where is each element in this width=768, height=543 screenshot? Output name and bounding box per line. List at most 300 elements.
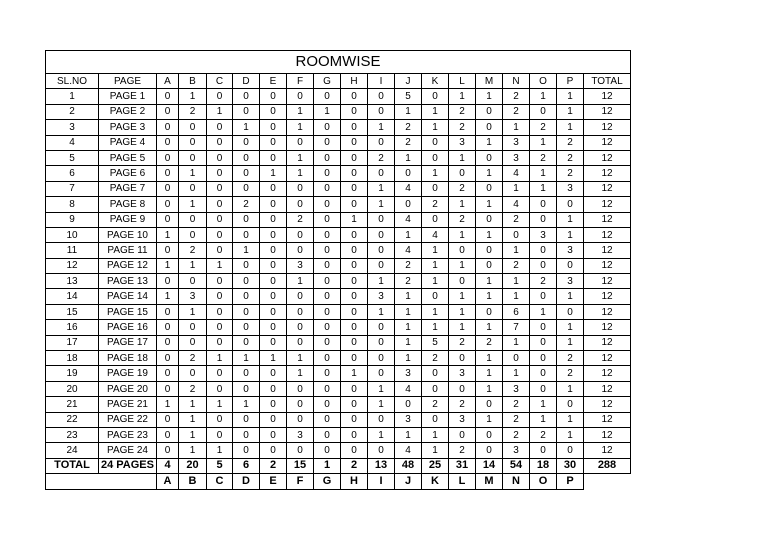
table-row <box>46 197 631 212</box>
table-cell: 1 <box>157 289 179 304</box>
table-cell: 12 <box>46 258 99 273</box>
footer-letter-cell: L <box>449 474 476 489</box>
table-cell: 12 <box>584 412 631 427</box>
table-cell: 0 <box>260 212 287 227</box>
table-cell: 1 <box>422 320 449 335</box>
table-title: ROOMWISE <box>46 51 631 74</box>
table-row <box>46 243 631 258</box>
table-cell: 0 <box>233 212 260 227</box>
table-cell: 1 <box>179 304 207 319</box>
table-cell: 1 <box>179 443 207 458</box>
table-cell: 0 <box>260 304 287 319</box>
table-cell: 4 <box>46 135 99 150</box>
table-cell: 1 <box>287 366 314 381</box>
table-cell: 1 <box>422 304 449 319</box>
table-cell: 0 <box>530 243 557 258</box>
table-cell: 0 <box>157 381 179 396</box>
table-cell: 0 <box>314 443 341 458</box>
table-cell: 0 <box>530 366 557 381</box>
table-cell: 12 <box>584 89 631 104</box>
table-cell: 0 <box>233 150 260 165</box>
column-header: I <box>368 74 395 89</box>
table-cell: 2 <box>530 150 557 165</box>
table-cell: 0 <box>207 243 233 258</box>
column-header: L <box>449 74 476 89</box>
table-cell: 1 <box>260 351 287 366</box>
table-cell: 1 <box>368 120 395 135</box>
table-cell: 0 <box>179 120 207 135</box>
table-row <box>46 89 631 104</box>
table-cell: 2 <box>449 212 476 227</box>
table-cell: 2 <box>530 120 557 135</box>
table-cell: 2 <box>557 366 584 381</box>
table-cell: PAGE 1 <box>99 89 157 104</box>
footer-letter-cell: J <box>395 474 422 489</box>
table-cell: 1 <box>557 412 584 427</box>
table-cell: 1 <box>422 427 449 442</box>
table-row <box>46 258 631 273</box>
table-cell: 1 <box>476 351 503 366</box>
table-cell: 0 <box>157 366 179 381</box>
table-cell: 0 <box>260 427 287 442</box>
table-cell: 0 <box>233 366 260 381</box>
table-cell: 0 <box>314 243 341 258</box>
total-cell: 20 <box>179 458 207 473</box>
table-cell: 0 <box>179 150 207 165</box>
table-cell: 0 <box>530 212 557 227</box>
table-cell: 1 <box>503 335 530 350</box>
table-cell: 0 <box>179 135 207 150</box>
table-cell: 1 <box>557 227 584 242</box>
table-cell: 12 <box>584 227 631 242</box>
table-cell: 1 <box>557 120 584 135</box>
table-row <box>46 381 631 396</box>
table-cell: 3 <box>503 443 530 458</box>
table-cell: 0 <box>314 351 341 366</box>
table-cell: 0 <box>207 335 233 350</box>
table-cell: 0 <box>314 397 341 412</box>
table-cell: 0 <box>476 258 503 273</box>
table-cell: 0 <box>260 397 287 412</box>
table-cell: 0 <box>368 351 395 366</box>
table-cell: 2 <box>503 427 530 442</box>
table-cell: 4 <box>395 443 422 458</box>
table-cell: 1 <box>557 289 584 304</box>
table-row <box>46 366 631 381</box>
table-cell: 1 <box>395 320 422 335</box>
table-cell: 1 <box>449 304 476 319</box>
table-cell: 2 <box>395 135 422 150</box>
table-cell: 1 <box>449 89 476 104</box>
table-cell: 0 <box>422 150 449 165</box>
column-header: F <box>287 74 314 89</box>
table-cell: 0 <box>260 135 287 150</box>
table-cell: 0 <box>422 135 449 150</box>
table-cell: 12 <box>584 212 631 227</box>
table-cell: 0 <box>260 366 287 381</box>
table-cell: 0 <box>233 427 260 442</box>
table-cell: 1 <box>449 258 476 273</box>
table-cell: 2 <box>368 150 395 165</box>
table-cell: 22 <box>46 412 99 427</box>
table-cell: 0 <box>179 181 207 196</box>
table-cell: 1 <box>503 181 530 196</box>
table-cell: 5 <box>422 335 449 350</box>
table-cell: 1 <box>179 427 207 442</box>
table-cell: 0 <box>341 335 368 350</box>
footer-letter-cell: B <box>179 474 207 489</box>
table-cell: 0 <box>287 289 314 304</box>
table-cell: 1 <box>476 135 503 150</box>
table-cell: 1 <box>287 351 314 366</box>
table-cell: PAGE 19 <box>99 366 157 381</box>
table-cell: 2 <box>449 104 476 119</box>
table-cell: 0 <box>207 120 233 135</box>
table-cell: 1 <box>368 427 395 442</box>
table-row <box>46 289 631 304</box>
table-cell: 2 <box>422 351 449 366</box>
table-cell: 0 <box>314 427 341 442</box>
table-cell: 2 <box>449 397 476 412</box>
footer-empty-cell <box>584 474 631 489</box>
table-cell: 0 <box>476 397 503 412</box>
table-cell: 6 <box>503 304 530 319</box>
table-cell: 0 <box>341 412 368 427</box>
table-cell: 0 <box>395 197 422 212</box>
table-cell: PAGE 8 <box>99 197 157 212</box>
table-cell: 1 <box>503 243 530 258</box>
table-cell: 12 <box>584 150 631 165</box>
table-cell: 0 <box>476 181 503 196</box>
table-cell: PAGE 2 <box>99 104 157 119</box>
table-cell: 0 <box>207 212 233 227</box>
table-cell: 3 <box>503 135 530 150</box>
table-cell: 0 <box>233 412 260 427</box>
table-cell: 1 <box>341 212 368 227</box>
table-cell: 1 <box>422 104 449 119</box>
table-cell: 12 <box>584 243 631 258</box>
table-cell: 2 <box>449 335 476 350</box>
table-cell: 0 <box>341 351 368 366</box>
table-cell: 0 <box>368 135 395 150</box>
total-cell: 288 <box>584 458 631 473</box>
table-cell: 1 <box>557 427 584 442</box>
table-cell: 0 <box>233 258 260 273</box>
table-cell: 20 <box>46 381 99 396</box>
table-cell: 0 <box>233 135 260 150</box>
table-cell: 12 <box>584 289 631 304</box>
footer-letter-cell: E <box>260 474 287 489</box>
table-cell: 12 <box>584 135 631 150</box>
total-cell: 54 <box>503 458 530 473</box>
table-cell: 0 <box>157 427 179 442</box>
table-cell: 0 <box>503 351 530 366</box>
table-cell: 2 <box>503 412 530 427</box>
table-cell: 0 <box>557 443 584 458</box>
total-cell: 6 <box>233 458 260 473</box>
table-cell: 0 <box>179 227 207 242</box>
table-cell: 0 <box>157 243 179 258</box>
table-cell: 0 <box>341 397 368 412</box>
table-cell: 1 <box>422 243 449 258</box>
total-cell: 15 <box>287 458 314 473</box>
table-cell: 1 <box>341 366 368 381</box>
header-row <box>46 74 631 89</box>
table-cell: 0 <box>341 304 368 319</box>
table-cell: 0 <box>341 181 368 196</box>
footer-letter-cell: N <box>503 474 530 489</box>
table-cell: 0 <box>368 412 395 427</box>
column-header: O <box>530 74 557 89</box>
table-cell: 1 <box>207 104 233 119</box>
table-cell: 0 <box>341 166 368 181</box>
table-row <box>46 351 631 366</box>
total-cell: 2 <box>260 458 287 473</box>
table-cell: PAGE 6 <box>99 166 157 181</box>
table-cell: 23 <box>46 427 99 442</box>
table-cell: 0 <box>530 289 557 304</box>
table-cell: 1 <box>368 381 395 396</box>
table-cell: 3 <box>557 243 584 258</box>
total-cell: 2 <box>341 458 368 473</box>
table-row <box>46 274 631 289</box>
table-cell: 3 <box>503 150 530 165</box>
table-cell: 1 <box>179 412 207 427</box>
table-cell: 0 <box>179 212 207 227</box>
table-row <box>46 443 631 458</box>
footer-letter-cell: C <box>207 474 233 489</box>
roomwise-table <box>45 50 631 490</box>
table-cell: 1 <box>557 320 584 335</box>
table-cell: 1 <box>476 320 503 335</box>
table-cell: 1 <box>557 381 584 396</box>
table-cell: 0 <box>449 427 476 442</box>
table-cell: 1 <box>476 166 503 181</box>
table-cell: 12 <box>584 427 631 442</box>
table-cell: 0 <box>233 304 260 319</box>
table-cell: 1 <box>395 335 422 350</box>
table-cell: 0 <box>368 166 395 181</box>
table-cell: 1 <box>530 397 557 412</box>
table-cell: 16 <box>46 320 99 335</box>
table-cell: 12 <box>584 274 631 289</box>
table-cell: 17 <box>46 335 99 350</box>
table-cell: 1 <box>368 304 395 319</box>
table-cell: 0 <box>341 427 368 442</box>
table-cell: 0 <box>157 274 179 289</box>
table-cell: 12 <box>584 166 631 181</box>
total-cell: 30 <box>557 458 584 473</box>
table-row <box>46 304 631 319</box>
table-cell: 0 <box>368 104 395 119</box>
table-cell: PAGE 10 <box>99 227 157 242</box>
table-cell: 2 <box>179 104 207 119</box>
table-cell: 0 <box>233 320 260 335</box>
table-cell: 0 <box>233 381 260 396</box>
footer-letter-row <box>46 474 631 489</box>
table-cell: PAGE 11 <box>99 243 157 258</box>
table-cell: 1 <box>530 135 557 150</box>
table-cell: 21 <box>46 397 99 412</box>
table-cell: 0 <box>341 274 368 289</box>
table-cell: 0 <box>157 120 179 135</box>
table-cell: 0 <box>476 212 503 227</box>
table-cell: 0 <box>341 89 368 104</box>
table-cell: 24 <box>46 443 99 458</box>
table-cell: 12 <box>584 181 631 196</box>
table-cell: 1 <box>449 227 476 242</box>
table-cell: 12 <box>584 381 631 396</box>
table-cell: 0 <box>207 304 233 319</box>
table-cell: 0 <box>233 335 260 350</box>
table-cell: 1 <box>46 89 99 104</box>
footer-letter-cell: G <box>314 474 341 489</box>
table-cell: 0 <box>341 104 368 119</box>
table-cell: 2 <box>179 243 207 258</box>
table-cell: 0 <box>179 335 207 350</box>
table-cell: 0 <box>287 397 314 412</box>
table-cell: 2 <box>503 104 530 119</box>
total-cell: 24 PAGES <box>99 458 157 473</box>
table-cell: 0 <box>314 135 341 150</box>
table-cell: 1 <box>233 243 260 258</box>
table-cell: 0 <box>476 443 503 458</box>
column-header: M <box>476 74 503 89</box>
table-cell: 0 <box>449 274 476 289</box>
table-cell: 6 <box>46 166 99 181</box>
footer-letter-cell: D <box>233 474 260 489</box>
table-cell: 1 <box>395 104 422 119</box>
table-cell: 0 <box>260 243 287 258</box>
table-cell: 2 <box>395 258 422 273</box>
table-cell: 1 <box>207 258 233 273</box>
table-cell: 0 <box>314 181 341 196</box>
table-cell: 0 <box>233 227 260 242</box>
table-cell: 1 <box>179 89 207 104</box>
table-cell: 0 <box>368 212 395 227</box>
table-cell: 0 <box>368 366 395 381</box>
table-cell: 0 <box>260 150 287 165</box>
table-cell: 0 <box>422 89 449 104</box>
column-header: E <box>260 74 287 89</box>
table-cell: 0 <box>341 243 368 258</box>
table-cell: 1 <box>476 366 503 381</box>
table-cell: PAGE 12 <box>99 258 157 273</box>
table-cell: 0 <box>287 381 314 396</box>
table-cell: 4 <box>395 212 422 227</box>
table-cell: 4 <box>503 197 530 212</box>
table-cell: 2 <box>503 212 530 227</box>
table-cell: 2 <box>233 197 260 212</box>
table-cell: 0 <box>207 150 233 165</box>
table-cell: 1 <box>557 335 584 350</box>
table-cell: 1 <box>233 397 260 412</box>
table-cell: 0 <box>530 381 557 396</box>
table-cell: 1 <box>530 166 557 181</box>
table-cell: 0 <box>233 289 260 304</box>
table-cell: 0 <box>287 135 314 150</box>
column-header: SL.NO <box>46 74 99 89</box>
table-cell: 1 <box>260 166 287 181</box>
footer-letter-cell: A <box>157 474 179 489</box>
table-cell: 0 <box>422 289 449 304</box>
table-cell: 3 <box>449 135 476 150</box>
total-cell: 25 <box>422 458 449 473</box>
table-cell: 0 <box>395 397 422 412</box>
footer-letter-cell: K <box>422 474 449 489</box>
table-cell: 0 <box>287 89 314 104</box>
footer-blank-cell <box>46 474 157 489</box>
table-cell: 1 <box>395 289 422 304</box>
table-cell: 1 <box>179 197 207 212</box>
table-cell: 3 <box>368 289 395 304</box>
table-cell: 12 <box>584 104 631 119</box>
table-cell: 1 <box>449 289 476 304</box>
table-cell: 0 <box>476 304 503 319</box>
table-cell: 1 <box>157 227 179 242</box>
table-cell: 5 <box>395 89 422 104</box>
table-cell: 0 <box>449 351 476 366</box>
total-cell: 18 <box>530 458 557 473</box>
table-row <box>46 320 631 335</box>
table-cell: 12 <box>584 320 631 335</box>
table-cell: 12 <box>584 351 631 366</box>
footer-letter-cell: O <box>530 474 557 489</box>
table-cell: 1 <box>503 366 530 381</box>
table-cell: 1 <box>476 412 503 427</box>
table-cell: 0 <box>530 197 557 212</box>
table-cell: 1 <box>207 443 233 458</box>
table-cell: 1 <box>287 166 314 181</box>
table-cell: 0 <box>157 320 179 335</box>
table-cell: 1 <box>449 320 476 335</box>
table-cell: 0 <box>314 197 341 212</box>
table-cell: 1 <box>476 289 503 304</box>
table-cell: 0 <box>233 89 260 104</box>
table-cell: 0 <box>157 181 179 196</box>
table-cell: 0 <box>557 197 584 212</box>
table-cell: 1 <box>476 227 503 242</box>
table-cell: 0 <box>422 366 449 381</box>
table-cell: 0 <box>260 320 287 335</box>
table-cell: 1 <box>179 166 207 181</box>
table-cell: 0 <box>341 320 368 335</box>
column-header: H <box>341 74 368 89</box>
table-cell: 0 <box>422 412 449 427</box>
table-cell: 1 <box>530 304 557 319</box>
table-cell: 0 <box>341 135 368 150</box>
table-cell: 3 <box>503 381 530 396</box>
table-cell: 0 <box>449 243 476 258</box>
table-cell: 1 <box>449 197 476 212</box>
table-cell: 0 <box>157 89 179 104</box>
table-cell: 0 <box>157 135 179 150</box>
table-cell: 0 <box>207 227 233 242</box>
column-header: PAGE <box>99 74 157 89</box>
table-cell: 0 <box>179 320 207 335</box>
table-cell: 0 <box>179 274 207 289</box>
table-cell: 12 <box>584 443 631 458</box>
table-cell: 0 <box>233 181 260 196</box>
table-cell: 0 <box>260 289 287 304</box>
table-cell: 0 <box>368 443 395 458</box>
table-cell: 0 <box>368 227 395 242</box>
table-cell: 0 <box>476 243 503 258</box>
total-cell: 31 <box>449 458 476 473</box>
table-cell: 1 <box>287 120 314 135</box>
table-cell: 0 <box>207 289 233 304</box>
table-cell: 1 <box>476 381 503 396</box>
